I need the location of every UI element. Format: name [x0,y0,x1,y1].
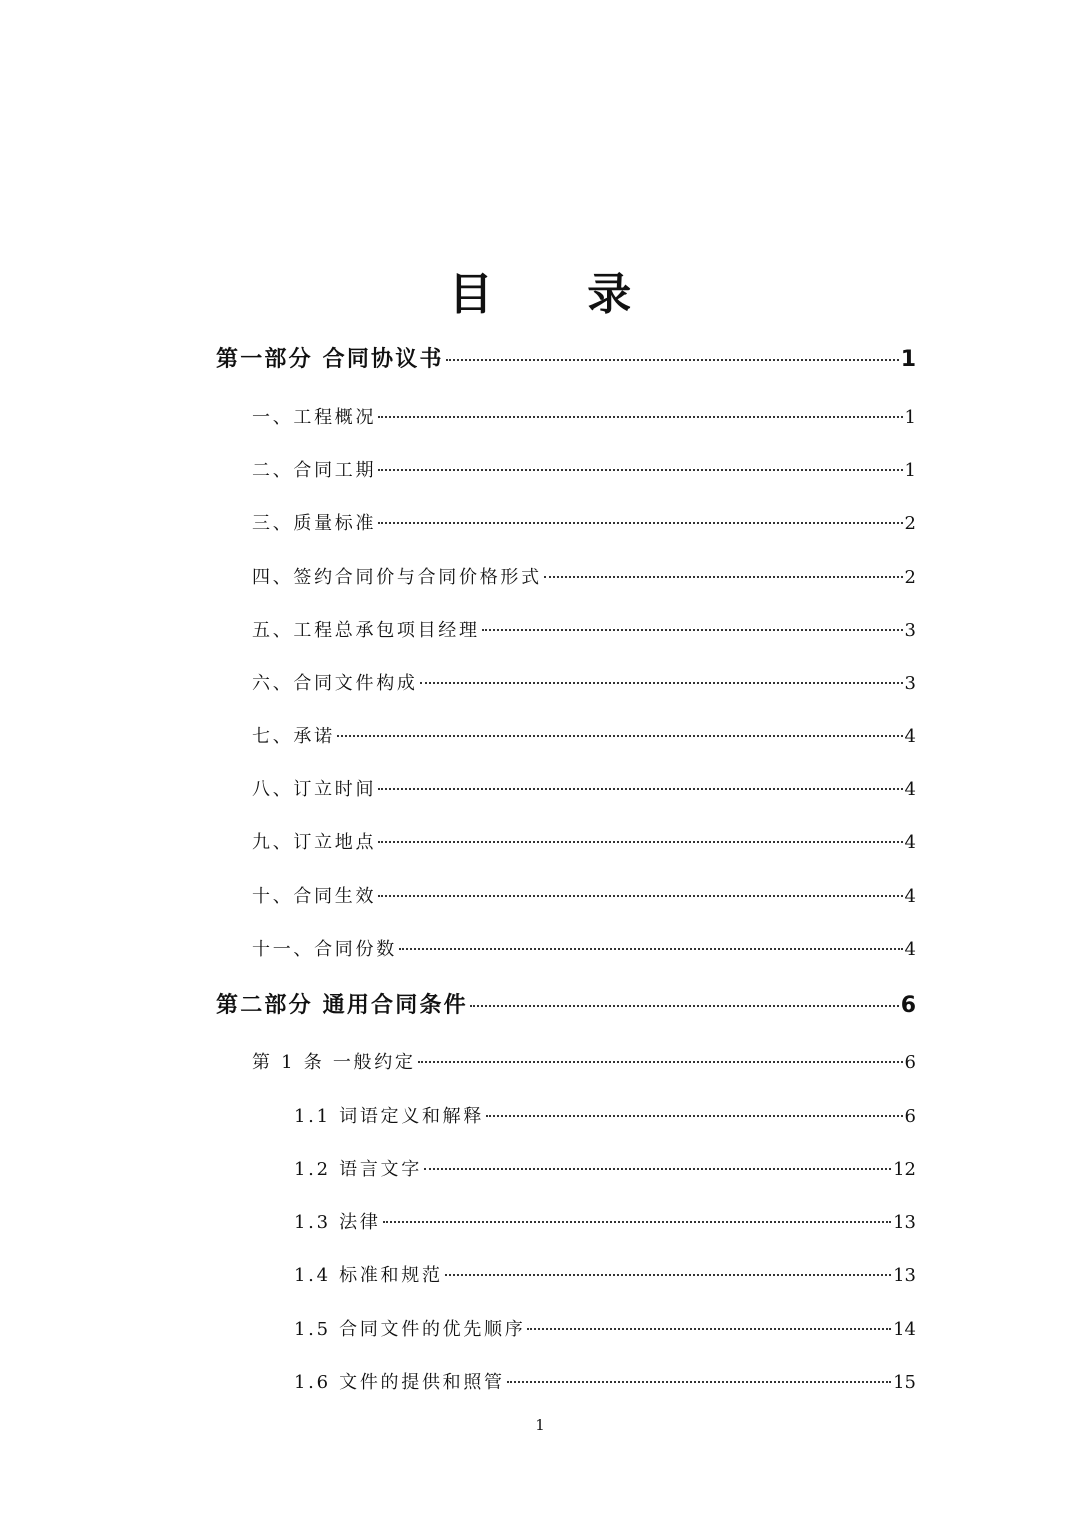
toc-entry-page: 2 [904,513,916,534]
toc-entry[interactable] [252,563,916,589]
toc-entry-label: 第二部分 通用合同条件 [216,993,468,1018]
toc-entry-page: 1 [904,460,916,481]
toc-entry-page: 4 [904,779,916,800]
toc-entry[interactable] [252,722,916,748]
toc-entry-label: 1.1 词语定义和解释 [294,1106,485,1127]
leader-dots [378,416,902,418]
toc-entry[interactable] [252,935,916,961]
toc-entry-label: 一、工程概况 [252,407,377,428]
toc-entry-label: 二、合同工期 [252,460,377,481]
toc-entry-page: 13 [893,1212,916,1233]
toc-entry-page: 6 [904,1052,916,1073]
toc-entry-page: 12 [893,1159,916,1180]
leader-dots [527,1328,891,1330]
leader-dots [378,522,902,524]
toc-entry-page: 6 [904,1106,916,1127]
leader-dots [378,469,902,471]
toc-entry-label: 九、订立地点 [252,832,377,853]
toc-entry-label: 七、承诺 [252,726,335,747]
toc-entry-page: 15 [893,1372,916,1393]
toc-entry[interactable] [252,882,916,908]
leader-dots [424,1168,891,1170]
leader-dots [399,948,903,950]
toc-entry[interactable] [252,1048,916,1074]
leader-dots [378,841,902,843]
toc-entry-label: 1.2 语言文字 [294,1159,422,1180]
leader-dots [445,1274,891,1276]
toc-entry-page: 14 [893,1319,916,1340]
toc-entry-label: 十一、合同份数 [252,939,397,960]
toc-entry-page: 13 [893,1265,916,1286]
toc-entry[interactable] [252,403,916,429]
leader-dots [378,788,902,790]
toc-entry-page: 3 [904,673,916,694]
leader-dots [482,629,903,631]
leader-dots [418,1061,903,1063]
toc-entry-page: 3 [904,620,916,641]
toc-entry[interactable] [294,1368,916,1394]
toc-entry-page: 1 [900,347,916,372]
toc-entry[interactable] [252,456,916,482]
toc-entry-label: 六、合同文件构成 [252,673,418,694]
leader-dots [383,1221,892,1223]
toc-entry-page: 4 [904,939,916,960]
leader-dots [420,682,903,684]
toc-entry-label: 1.5 合同文件的优先顺序 [294,1319,526,1340]
toc-entry-page: 1 [904,407,916,428]
page-number: 1 [535,1416,545,1434]
toc-entry[interactable] [294,1102,916,1128]
leader-dots [507,1381,891,1383]
toc-entry[interactable] [252,509,916,535]
toc-entry[interactable] [252,669,916,695]
toc-entry-page: 2 [904,567,916,588]
toc-entry-label: 1.4 标准和规范 [294,1265,443,1286]
toc-entry-part-1[interactable] [216,342,916,373]
toc-entry[interactable] [252,775,916,801]
toc-entry-label: 第一部分 合同协议书 [216,347,444,372]
toc-entry-label: 1.6 文件的提供和照管 [294,1372,505,1393]
toc-entry-page: 6 [900,993,916,1018]
leader-dots [446,359,899,361]
leader-dots [337,735,903,737]
toc-entry-label: 五、工程总承包项目经理 [252,620,480,641]
toc-entry-page: 4 [904,832,916,853]
toc-entry[interactable] [294,1208,916,1234]
toc-entry[interactable] [294,1315,916,1341]
toc-title: 目 录 [448,269,671,320]
leader-dots [544,576,903,578]
toc-entry-label: 三、质量标准 [252,513,377,534]
toc-entry[interactable] [252,616,916,642]
toc-entry-part-2[interactable] [216,988,916,1019]
toc-entry-page: 4 [904,726,916,747]
toc-entry-label: 1.3 法律 [294,1212,381,1233]
leader-dots [486,1115,903,1117]
toc-entry-label: 十、合同生效 [252,886,377,907]
toc-entry[interactable] [294,1155,916,1181]
toc-entry-label: 第 1 条 一般约定 [252,1052,416,1073]
toc-entry-page: 4 [904,886,916,907]
leader-dots [378,895,902,897]
leader-dots [470,1005,899,1007]
toc-entry[interactable] [294,1261,916,1287]
toc-entry-label: 八、订立时间 [252,779,377,800]
toc-entry[interactable] [252,828,916,854]
toc-entry-label: 四、签约合同价与合同价格形式 [252,567,542,588]
